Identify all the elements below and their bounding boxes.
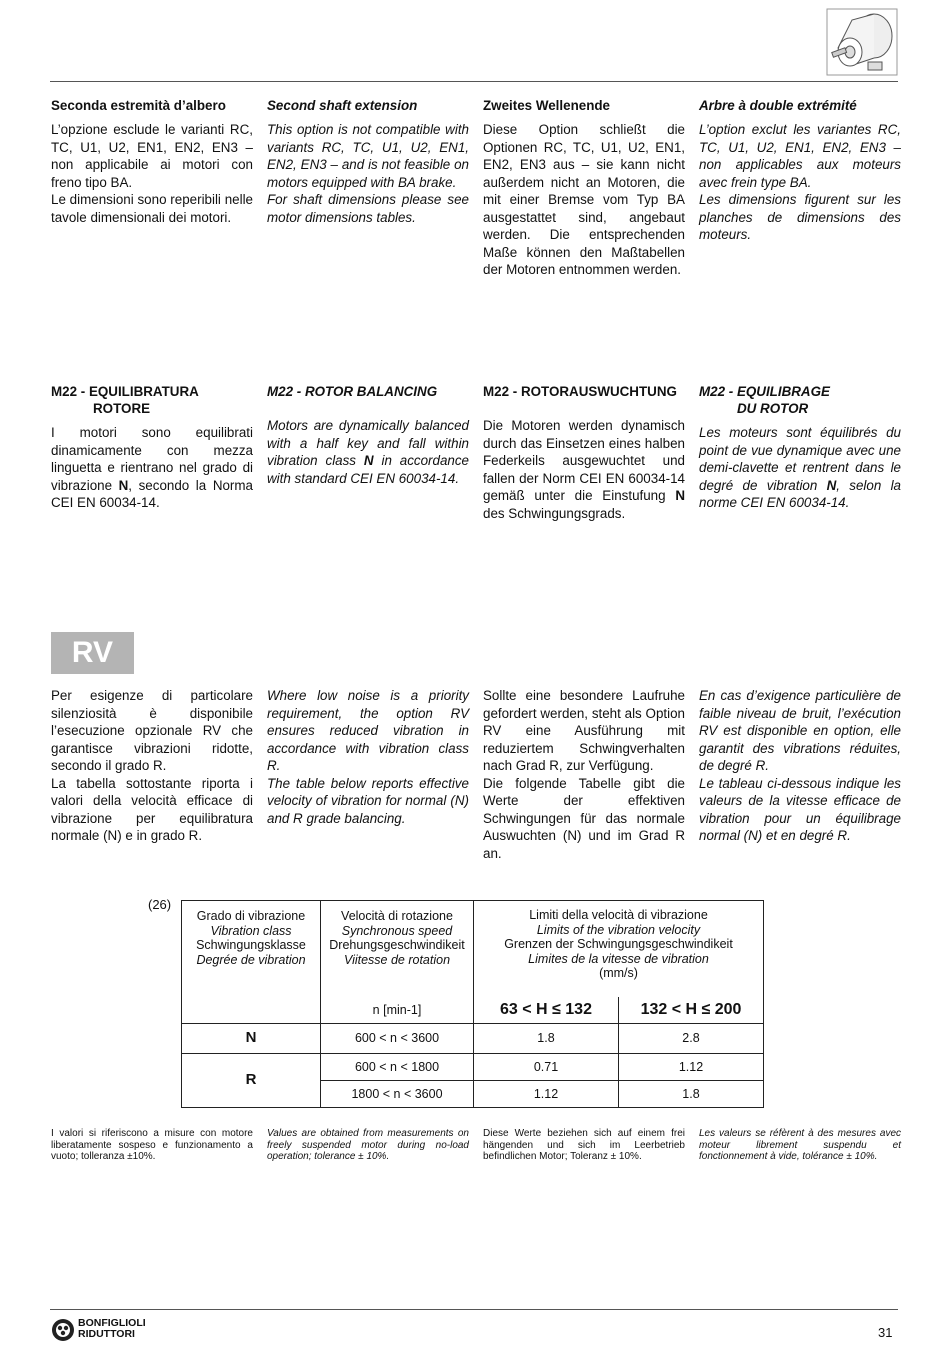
shaft-fr	[699, 97, 901, 244]
m22-fr-title	[699, 383, 901, 417]
frame-range-1: 63 < H ≤ 132	[474, 997, 619, 1024]
brand-sub: RIDUTTORI	[78, 1328, 135, 1340]
value-cell: 1.8	[474, 1024, 619, 1054]
table-ref: (26)	[148, 897, 172, 912]
value-cell: 1.8	[619, 1081, 764, 1108]
shaft-en	[267, 97, 469, 226]
shaft-fr-title: Arbre à double extrémité	[699, 98, 857, 113]
header-rule	[50, 81, 898, 82]
m22-it-body: I motori sono equilibrati dinamicamente con mezza linguetta e rientrano nel grado di vibrazione N, secondo la Norma CEI EN 60034-14.	[51, 425, 253, 510]
value-cell: 2.8	[619, 1024, 764, 1054]
shaft-de-title: Zweites Wellenende	[483, 98, 611, 113]
vibration-table	[181, 900, 764, 1108]
rv-fr	[699, 687, 901, 845]
m22-de-body: Die Motoren werden dynamisch durch das Einsetzen eines halben Federkeils ausgewuchtet und fallen der Norm CEI EN 60034-14 gemäß unter die Einstufung N des Schwingungsgrads.	[483, 418, 685, 521]
speed-cell: 600 < n < 1800	[321, 1054, 474, 1081]
value-cell: 1.12	[619, 1054, 764, 1081]
m22-en	[267, 383, 469, 487]
m22-de	[483, 383, 685, 522]
gear-logo-icon	[50, 1317, 76, 1343]
value-cell: 0.71	[474, 1054, 619, 1081]
m22-it-title	[51, 383, 253, 417]
value-cell: 1.12	[474, 1081, 619, 1108]
rv-it	[51, 687, 253, 845]
shaft-it	[51, 97, 253, 226]
shaft-en-title: Second shaft extension	[267, 98, 418, 113]
m22-fr-title1: M22 - EQUILIBRAGE	[699, 384, 830, 399]
m22-fr	[699, 383, 901, 512]
m22-de-title: M22 - ROTORAUSWUCHTUNG	[483, 384, 677, 399]
brand-logo	[50, 1317, 154, 1343]
rv-fr-body: En cas d’exigence particulière de faible niveau de bruit, l’exécution RV est disponible en option, elle garantit des vibrations réduites, de degré R. Le tableau ci-dessous indique les valeurs de la vitesse efficace de vibration pour un équilibrage normal (N) et en degré R.	[699, 688, 901, 843]
footnote-fr: Les valeurs se réfèrent à des mesures avec moteur librement suspendu et fonctionnement à vide, tolérance ± 10%.	[699, 1128, 901, 1162]
m22-it-title1: M22 - EQUILIBRATURA	[51, 384, 199, 399]
m22-it-title2: ROTORE	[93, 401, 151, 416]
footnote-de: Diese Werte beziehen sich auf einem frei hängenden und sich im Leerbetrieb befindlichen Motor; Toleranz ± 10%.	[483, 1128, 685, 1162]
speed-unit: n [min-1]	[321, 997, 474, 1024]
shaft-fr-body: L’option exclut les variantes RC, TC, U1, U2, EN1, EN2, EN3 – non applicables aux moteurs avec frein type BA. Les dimensions figurent sur les planches de dimensions des moteurs.	[699, 122, 901, 242]
frame-range-2: 132 < H ≤ 200	[619, 997, 764, 1024]
motor-icon	[826, 8, 898, 76]
class-cell: N	[182, 1024, 321, 1054]
m22-en-body: Motors are dynamically balanced with a half key and fall within vibration class N in accordance with standard CEI EN 60034-14.	[267, 418, 469, 486]
brand-name: BONFIGLIOLI	[78, 1317, 146, 1329]
footnote-it: I valori si riferiscono a misure con motore liberatamente sospeso e funzionamento a vuoto; tolleranza ±10%.	[51, 1128, 253, 1162]
rv-en	[267, 687, 469, 827]
rv-en-body: Where low noise is a priority requirement, the option RV ensures reduced vibration in accordance with vibration class R. The table below reports effective velocity of vibration for normal (N) and R grade balancing.	[267, 688, 469, 826]
rv-label: RV	[51, 632, 134, 674]
class-cell: R	[182, 1054, 321, 1108]
shaft-en-body: This option is not compatible with variants RC, TC, U1, U2, EN1, EN2, EN3 – and is not feasible on motors equipped with BA brake. For shaft dimensions please see motor dimensions tables.	[267, 122, 469, 225]
rv-it-body: Per esigenze di particolare silenziosità è disponibile l’esecuzione opzionale RV che garantisce vibrazioni ridotte, secondo il grado R. La tabella sottostante riporta i valori della velocità efficace di vibrazione per equilibratura normale (N) e in grado R.	[51, 688, 253, 843]
header-limits: Limiti della velocità di vibrazione Limits of the vibration velocity Grenzen der Schwingungsgeschwindikeit Limites de la vitesse de vibration (mm/s)	[474, 901, 764, 998]
table-row	[182, 1054, 764, 1081]
m22-it	[51, 383, 253, 512]
shaft-de-body: Diese Option schließt die Optionen RC, TC, U1, U2, EN1, EN2, EN3 aus – sie kann nicht außerdem nicht an Motoren, die mit einer Bremse vom Typ BA ausgestattet sind, angebaut werden. Die entsprechenden Maße können den Maßtabellen der Motoren entnommen werden.	[483, 122, 685, 277]
table-row	[182, 1024, 764, 1054]
footnote-en: Values are obtained from measurements on freely suspended motor during no-load operation; tolerance ± 10%.	[267, 1128, 469, 1162]
speed-cell: 1800 < n < 3600	[321, 1081, 474, 1108]
header-vibration-class: Grado di vibrazione Vibration class Schwingungsklasse Degrée de vibration	[182, 901, 321, 1024]
shaft-de	[483, 97, 685, 279]
footer-rule	[50, 1309, 898, 1310]
header-speed: Velocità di rotazione Synchronous speed Drehungsgeschwindikeit Viitesse de rotation	[321, 901, 474, 998]
shaft-it-title: Seconda estremità d’albero	[51, 98, 226, 113]
rv-de	[483, 687, 685, 862]
page-number: 31	[878, 1325, 893, 1340]
m22-fr-body: Les moteurs sont équilibrés du point de vue dynamique avec une demi-clavette et rentrent dans le degré de vibration N, selon la norme CEI EN 60034-14.	[699, 425, 901, 510]
m22-fr-title2: DU ROTOR	[737, 401, 809, 416]
rv-de-body: Sollte eine besondere Laufruhe gefordert werden, steht als Option RV eine Ausführung mit reduziertem Schwingverhalten nach Grad R, zur Verfügung. Die folgende Tabelle gibt die Werte der effektiven Schwingungen für das normale Auswuchten (N) und im Grad R an.	[483, 688, 685, 861]
m22-en-title: M22 - ROTOR BALANCING	[267, 384, 438, 399]
speed-cell: 600 < n < 3600	[321, 1024, 474, 1054]
shaft-it-body: L’opzione esclude le varianti RC, TC, U1, U2, EN1, EN2, EN3 – non applicabile ai motori con freno tipo BA. Le dimensioni sono reperibili nelle tavole dimensionali dei motori.	[51, 122, 253, 225]
